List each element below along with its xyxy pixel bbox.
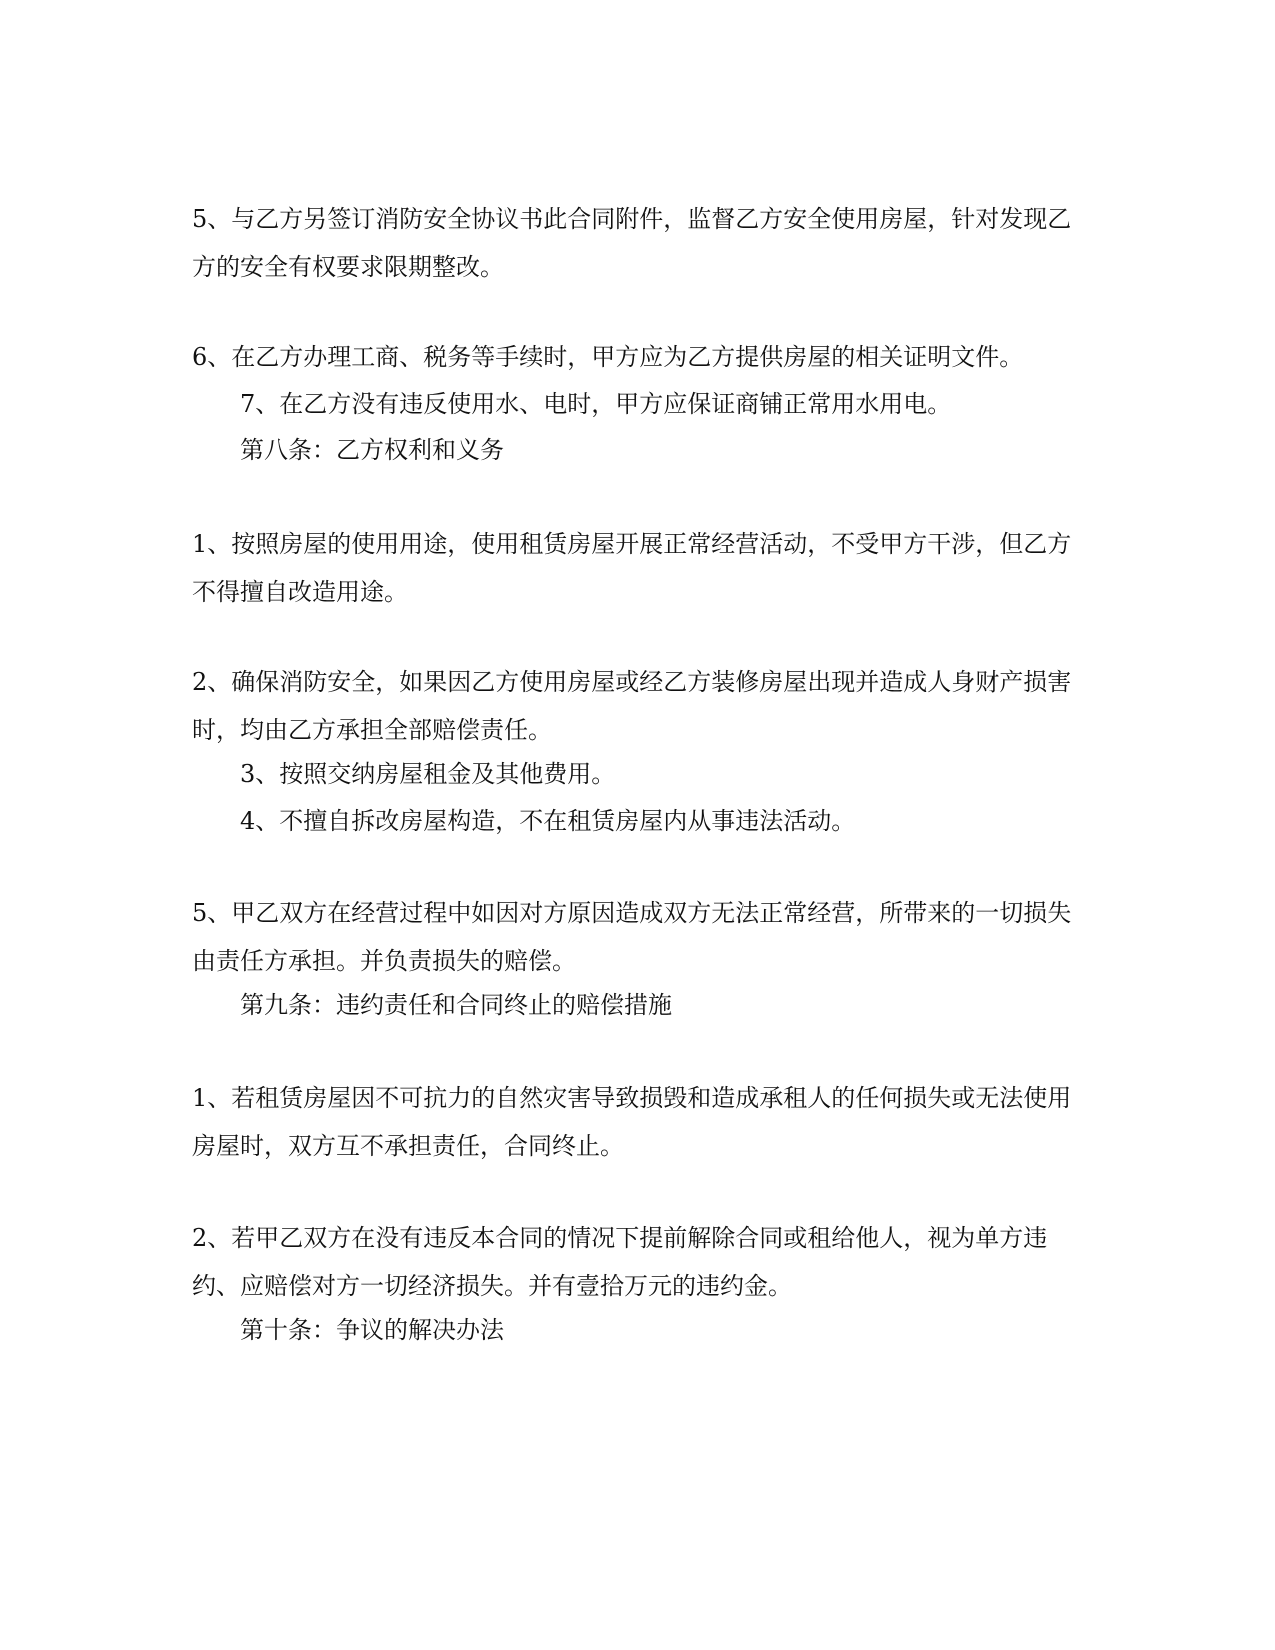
clause-paragraph: 2、若甲乙双方在没有违反本合同的情况下提前解除合同或租给他人，视为单方违约、应赔偿对方一切经济损失。并有壹拾万元的违约金。 — [192, 1224, 1048, 1300]
clause-paragraph: 5、甲乙双方在经营过程中如因对方原因造成双方无法正常经营，所带来的一切损失由责任方承担。并负责损失的赔偿。 — [192, 899, 1072, 975]
clause-paragraph: 7、在乙方没有违反使用水、电时，甲方应保证商铺正常用水用电。 — [240, 390, 952, 418]
clause-paragraph: 1、若租赁房屋因不可抗力的自然灾害导致损毁和造成承租人的任何损失或无法使用房屋时，双方互不承担责任，合同终止。 — [192, 1084, 1072, 1160]
section-heading: 第九条：违约责任和合同终止的赔偿措施 — [240, 991, 672, 1019]
clause-paragraph: 6、在乙方办理工商、税务等手续时，甲方应为乙方提供房屋的相关证明文件。 — [192, 343, 1024, 371]
section-heading: 第十条：争议的解决办法 — [240, 1316, 504, 1344]
clause-paragraph: 3、按照交纳房屋租金及其他费用。 — [240, 760, 616, 788]
section-heading: 第八条：乙方权利和义务 — [240, 436, 504, 464]
clause-paragraph: 2、确保消防安全，如果因乙方使用房屋或经乙方装修房屋出现并造成人身财产损害时，均由乙方承担全部赔偿责任。 — [192, 668, 1072, 744]
clause-paragraph: 5、与乙方另签订消防安全协议书此合同附件，监督乙方安全使用房屋，针对发现乙方的安全有权要求限期整改。 — [192, 205, 1072, 281]
clause-paragraph: 4、不擅自拆改房屋构造，不在租赁房屋内从事违法活动。 — [240, 807, 856, 835]
clause-paragraph: 1、按照房屋的使用用途，使用租赁房屋开展正常经营活动，不受甲方干涉，但乙方不得擅自改造用途。 — [192, 530, 1072, 606]
